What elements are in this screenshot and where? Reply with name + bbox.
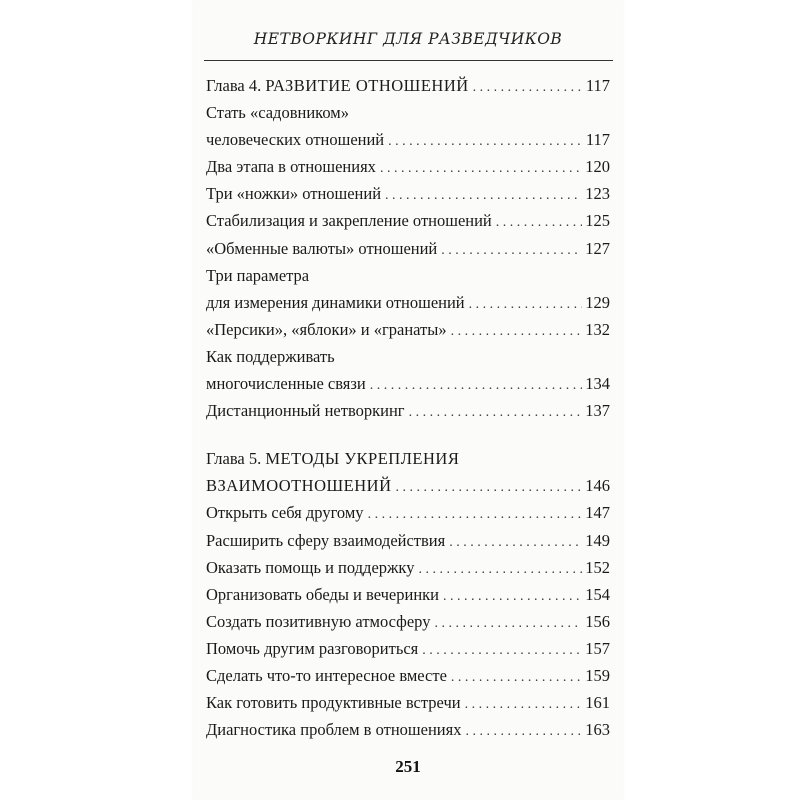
leader-dots [434, 610, 582, 637]
toc-entry-page: 154 [585, 584, 610, 604]
leader-dots [368, 501, 583, 528]
chapter-4-title: РАЗВИТИЕ ОТНОШЕНИЙ [265, 76, 469, 95]
toc-entry-page: 149 [585, 530, 610, 550]
toc-entry-page: 156 [585, 611, 610, 631]
leader-dots [449, 529, 582, 556]
leader-dots [451, 318, 583, 345]
toc-entry-title: «Персики», «яблоки» и «гранаты» [206, 319, 447, 339]
leader-dots [441, 237, 582, 264]
toc-entry-page: 117 [585, 130, 610, 150]
toc-entry [206, 262, 610, 289]
toc-entry [206, 180, 610, 207]
toc-entry-title: Три параметра [206, 265, 310, 285]
leader-dots [465, 691, 583, 718]
toc-entry [206, 581, 610, 608]
leader-dots [388, 128, 583, 155]
toc-entry [206, 207, 610, 234]
toc-entry-page: 152 [585, 557, 610, 577]
leader-dots [380, 155, 582, 182]
toc-entry-title: для измерения динамики отношений [206, 292, 465, 312]
toc-entry-page: 127 [585, 238, 610, 258]
toc-entry-page: 134 [585, 374, 610, 394]
toc-entry [206, 554, 610, 581]
toc-entry-title: Три «ножки» отношений [206, 184, 382, 204]
section-gap [206, 424, 610, 445]
toc-entry [206, 527, 610, 554]
toc-entry-title: Создать позитивную атмосферу [206, 611, 431, 631]
toc-entry-title: Стать «садовником» [206, 103, 349, 123]
leader-dots [443, 583, 582, 610]
chapter-5-title-line1: МЕТОДЫ УКРЕПЛЕНИЯ [265, 449, 460, 469]
toc-entry [206, 370, 610, 397]
running-head: НЕТВОРКИНГ ДЛЯ РАЗВЕДЧИКОВ [253, 30, 563, 48]
toc-entry-title: Два этапа в отношениях [206, 157, 376, 177]
toc-entry [206, 316, 610, 343]
header-rule [204, 60, 613, 61]
toc-entry-title: многочисленные связи [206, 374, 366, 394]
toc-entry [206, 635, 610, 662]
toc-entry-page: 123 [585, 184, 610, 204]
leader-dots [496, 209, 582, 236]
toc-entry-title: Дистанционный нетворкинг [206, 401, 405, 421]
toc-entry [206, 689, 610, 716]
toc-entry-title: Как готовить продуктивные встречи [206, 693, 461, 713]
toc-entry-title: Открыть себя другому [206, 503, 364, 523]
chapter-4-heading [206, 72, 610, 99]
chapter-5-title-line2: ВЗАИМООТНОШЕНИЙ [206, 476, 392, 496]
toc-entry-title: Как поддерживать [206, 346, 335, 366]
chapter-4-page: 117 [585, 76, 610, 95]
leader-dots [469, 291, 583, 318]
chapter-4-prefix: Глава 4. [206, 76, 262, 95]
chapter-5-heading [206, 445, 610, 472]
toc-entry [206, 397, 610, 424]
toc-entry-page: 137 [585, 401, 610, 421]
leader-dots [418, 556, 582, 583]
toc-entry-title: Диагностика проблем в отношениях [206, 720, 462, 740]
leader-dots [385, 182, 582, 209]
toc-entry-page: 129 [585, 292, 610, 312]
toc-entry-page: 163 [585, 720, 610, 740]
chapter-5-heading [206, 472, 610, 499]
toc-entry [206, 235, 610, 262]
table-of-contents [206, 72, 610, 743]
page-number: 251 [395, 757, 421, 776]
leader-dots [451, 664, 582, 691]
toc-entry [206, 289, 610, 316]
toc-entry-title: человеческих отношений [206, 130, 385, 150]
toc-entry-page: 120 [585, 157, 610, 177]
toc-entry-page: 159 [585, 665, 610, 685]
toc-entry [206, 343, 610, 370]
toc-entry-title: Сделать что-то интересное вместе [206, 665, 447, 685]
toc-entry-page: 147 [585, 503, 610, 523]
toc-entry-title: Оказать помощь и поддержку [206, 557, 415, 577]
toc-entry-title: Организовать обеды и вечеринки [206, 584, 439, 604]
toc-entry [206, 662, 610, 689]
toc-entry [206, 716, 610, 743]
chapter-5-prefix: Глава 5. [206, 449, 262, 469]
toc-entry-title: «Обменные валюты» отношений [206, 238, 438, 258]
toc-entry-title: Расширить сферу взаимодействия [206, 530, 446, 550]
leader-dots [396, 474, 583, 501]
leader-dots [422, 637, 582, 664]
leader-dots [370, 372, 583, 399]
leader-dots [473, 74, 583, 101]
toc-entry-title: Помочь другим разговориться [206, 638, 419, 658]
toc-entry [206, 153, 610, 180]
toc-entry-page: 132 [585, 319, 610, 339]
toc-entry-page: 161 [585, 693, 610, 713]
leader-dots [465, 718, 582, 745]
toc-entry [206, 126, 610, 153]
toc-entry [206, 608, 610, 635]
chapter-5-page: 146 [585, 476, 610, 496]
toc-entry [206, 499, 610, 526]
toc-entry [206, 99, 610, 126]
toc-entry-page: 157 [585, 638, 610, 658]
toc-entry-title: Стабилизация и закрепление отношений [206, 211, 492, 231]
toc-entry-page: 125 [585, 211, 610, 231]
leader-dots [409, 399, 583, 426]
